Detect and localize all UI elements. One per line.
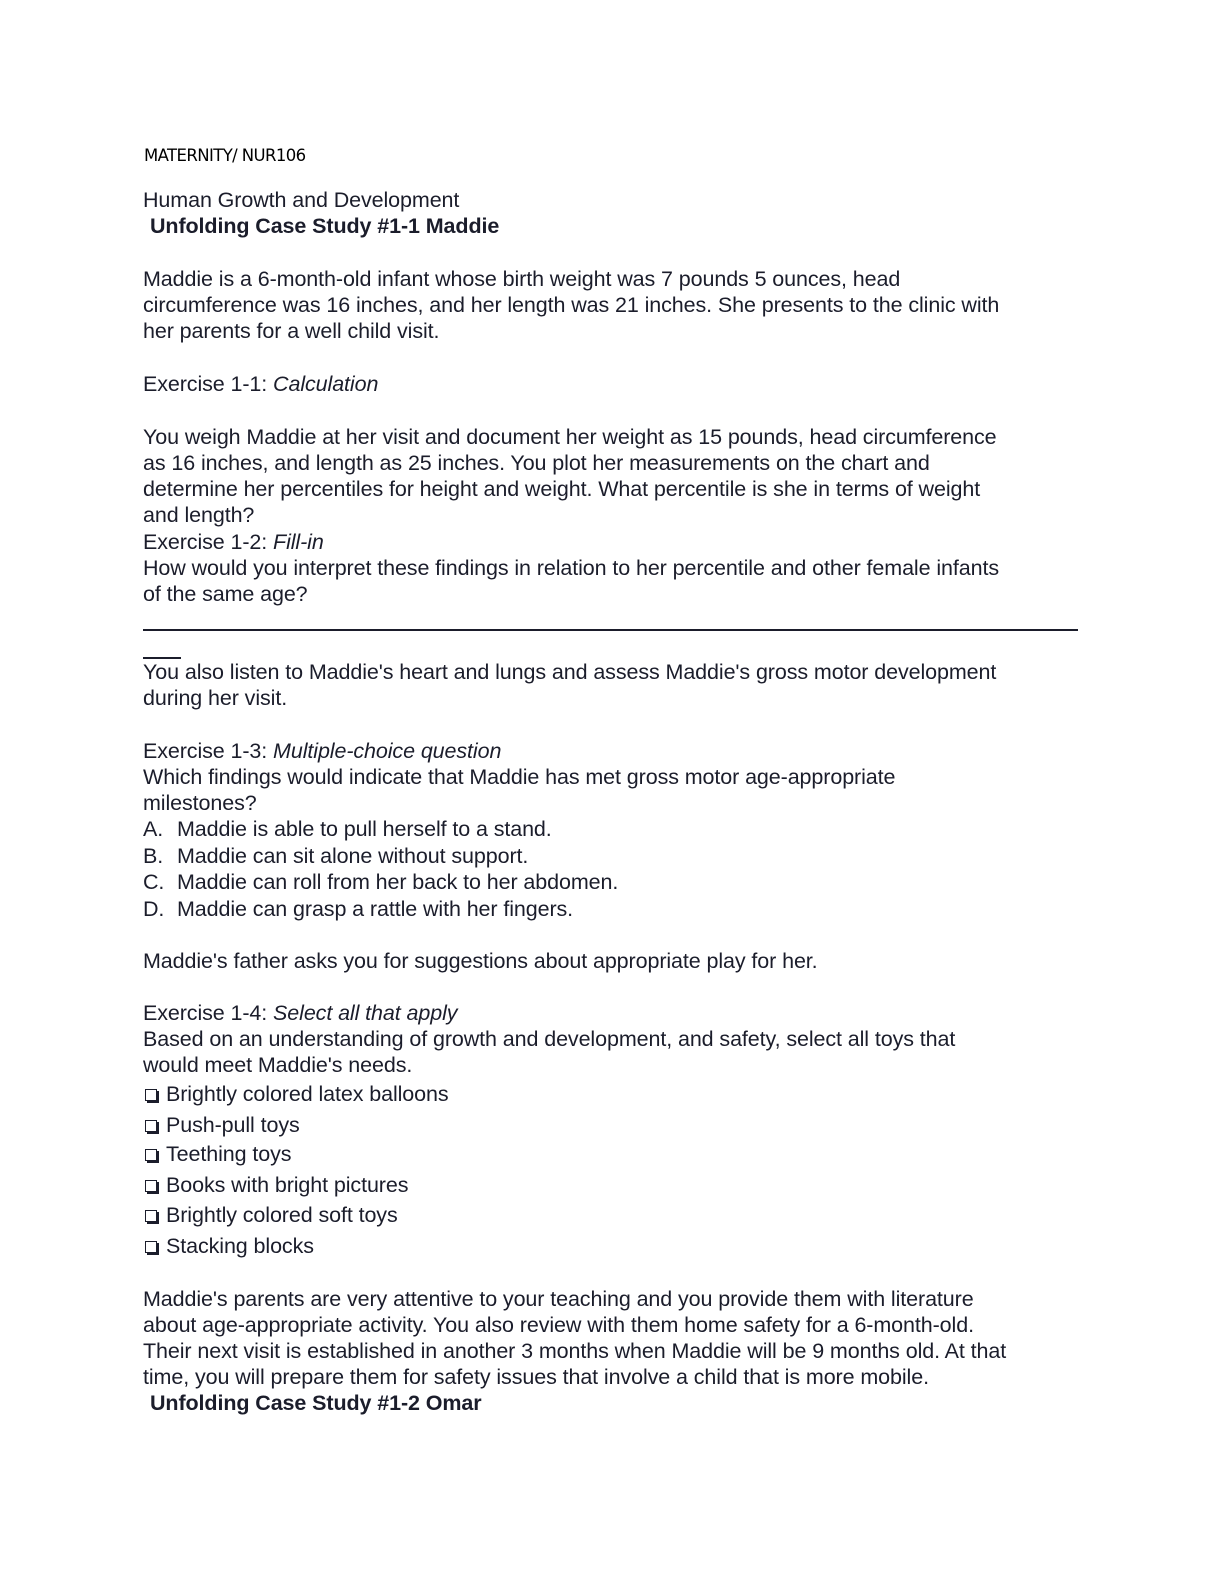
checkbox-label: Brightly colored soft toys (166, 1203, 398, 1227)
exercise-1-1-heading (143, 371, 378, 397)
checkbox-item[interactable] (143, 1233, 314, 1259)
checkbox-label: Stacking blocks (166, 1234, 314, 1258)
exercise-line: How would you interpret these findings in relation to her percentile and other female infants (143, 556, 999, 580)
checkbox-item[interactable] (143, 1081, 449, 1107)
mc-option-b[interactable] (143, 843, 528, 869)
option-text: Maddie can roll from her back to her abdomen. (177, 870, 619, 894)
section-title: Human Growth and Development (143, 188, 460, 212)
checkbox-icon[interactable] (145, 1241, 157, 1253)
exercise-line: You weigh Maddie at her visit and document her weight as 15 pounds, head circumference (143, 425, 997, 449)
paragraph-line: during her visit. (143, 686, 288, 710)
exercise-line: as 16 inches, and length as 25 inches. You plot her measurements on the chart and (143, 451, 930, 475)
case-study-title: Unfolding Case Study #1-1 Maddie (150, 214, 500, 238)
exercise-1-3-heading (143, 738, 501, 764)
paragraph-line: about age-appropriate activity. You also review with them home safety for a 6-month-old. (143, 1313, 974, 1337)
question-line: Based on an understanding of growth and development, and safety, select all toys that (143, 1027, 956, 1051)
exercise-type: Select all that apply (273, 1001, 458, 1025)
checkbox-icon[interactable] (145, 1210, 157, 1222)
case-study-2-title: Unfolding Case Study #1-2 Omar (150, 1391, 482, 1415)
checkbox-label: Books with bright pictures (166, 1173, 409, 1197)
mc-option-c[interactable] (143, 869, 618, 895)
checkbox-item[interactable] (143, 1172, 408, 1198)
course-header: MATERNITY/ NUR106 (144, 146, 306, 165)
paragraph-line: Their next visit is established in another 3 months when Maddie will be 9 months old. At that (143, 1339, 1007, 1363)
exercise-1-2-heading (143, 529, 324, 555)
mc-option-a[interactable] (143, 816, 552, 842)
paragraph-line: You also listen to Maddie's heart and lungs and assess Maddie's gross motor development (143, 660, 997, 684)
exercise-type: Multiple-choice question (273, 739, 502, 763)
exercise-line: determine her percentiles for height and weight. What percentile is she in terms of weight (143, 477, 981, 501)
question-line: Which findings would indicate that Maddie has met gross motor age-appropriate (143, 765, 896, 789)
answer-blank-line[interactable] (143, 629, 1078, 631)
exercise-label: Exercise 1-3: (143, 739, 274, 763)
question-line: would meet Maddie's needs. (143, 1053, 413, 1077)
option-text: Maddie can grasp a rattle with her fingers. (177, 897, 574, 921)
checkbox-item[interactable] (143, 1112, 300, 1138)
checkbox-item[interactable] (143, 1202, 398, 1228)
paragraph-line: time, you will prepare them for safety issues that involve a child that is more mobile. (143, 1365, 929, 1389)
exercise-label: Exercise 1-1: (143, 372, 274, 396)
checkbox-label: Push-pull toys (166, 1113, 300, 1137)
exercise-line: of the same age? (143, 582, 308, 606)
transition-line: Maddie's father asks you for suggestions about appropriate play for her. (143, 949, 818, 973)
checkbox-icon[interactable] (145, 1089, 157, 1101)
exercise-label: Exercise 1-4: (143, 1001, 274, 1025)
option-text: Maddie can sit alone without support. (177, 844, 529, 868)
paragraph-line: Maddie's parents are very attentive to your teaching and you provide them with literature (143, 1287, 974, 1311)
option-text: Maddie is able to pull herself to a stand. (177, 817, 552, 841)
intro-line: circumference was 16 inches, and her length was 21 inches. She presents to the clinic with (143, 293, 1000, 317)
checkbox-icon[interactable] (145, 1149, 157, 1161)
mc-option-d[interactable] (143, 896, 573, 922)
option-letter: A. (143, 817, 164, 841)
option-letter: D. (143, 897, 165, 921)
exercise-type: Calculation (273, 372, 379, 396)
exercise-label: Exercise 1-2: (143, 530, 274, 554)
checkbox-icon[interactable] (145, 1180, 157, 1192)
checkbox-label: Brightly colored latex balloons (166, 1082, 449, 1106)
question-line: milestones? (143, 791, 257, 815)
checkbox-item[interactable] (143, 1141, 291, 1167)
exercise-1-4-heading (143, 1000, 457, 1026)
intro-line: Maddie is a 6-month-old infant whose birth weight was 7 pounds 5 ounces, head (143, 267, 901, 291)
checkbox-icon[interactable] (145, 1120, 157, 1132)
option-letter: B. (143, 844, 164, 868)
intro-line: her parents for a well child visit. (143, 319, 440, 343)
checkbox-label: Teething toys (166, 1142, 292, 1166)
exercise-line: and length? (143, 503, 255, 527)
exercise-type: Fill-in (273, 530, 324, 554)
option-letter: C. (143, 870, 165, 894)
